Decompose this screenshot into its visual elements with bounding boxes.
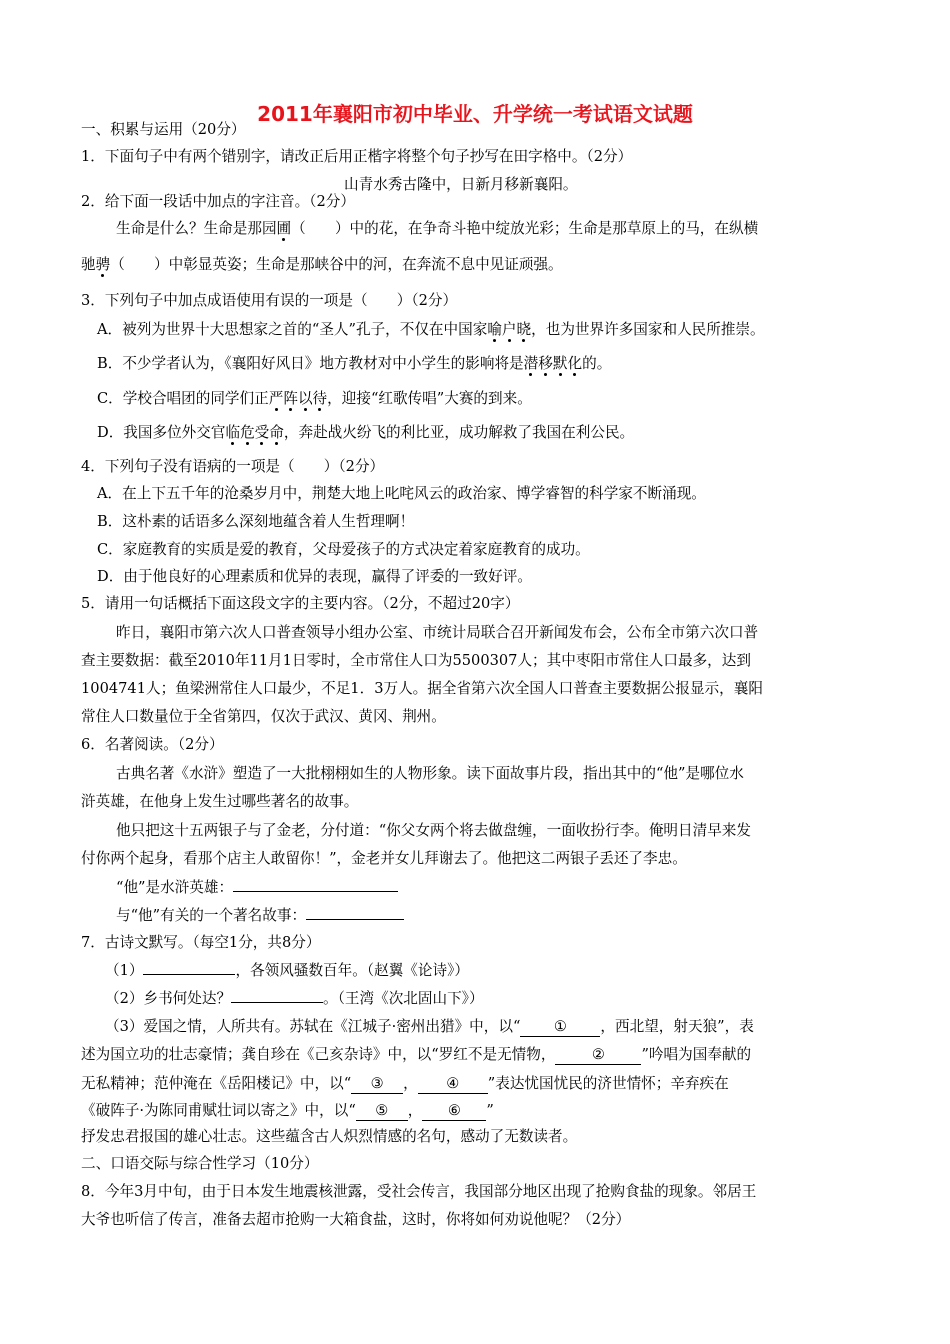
question-8: 8．今年3月中旬，由于日本发生地震核泄露，受社会传言，我国部分地区出现了抢购食盐的现象。邻居王 xyxy=(81,1183,757,1200)
q6-passage-line: 他只把这十五两银子与了金老，分付道：“你父女两个将去做盘缠，一面收扮行李。俺明日清早来发 xyxy=(116,822,751,839)
q7-item-3-line xyxy=(81,1100,494,1122)
dotted-char: 待 xyxy=(312,390,328,407)
text: 《破阵子·为陈同甫赋壮词以寄之》中，以“ xyxy=(81,1102,356,1119)
text: （ ）中的花，在争奇斗艳中绽放光彩；生命是那草原上的马，在纵横 xyxy=(291,220,759,237)
text: “他”是水浒英雄： xyxy=(116,879,234,896)
text: （2）乡书何处达？ xyxy=(105,990,232,1007)
q3-option-a xyxy=(97,319,765,341)
q7-item-2 xyxy=(105,988,484,1010)
q2-passage-line xyxy=(81,254,563,276)
text: ，也为世界许多国家和人民所推崇。 xyxy=(531,321,765,338)
question-4: 4．下列句子没有语病的一项是（ ）（2分） xyxy=(81,458,385,475)
poem-blank-marker[interactable]: ⑤ xyxy=(356,1102,408,1121)
q5-passage-line: 常住人口数量位于全省第四，仅次于武汉、黄冈、荆州。 xyxy=(81,708,446,725)
poem-blank-marker[interactable]: ④ xyxy=(418,1075,488,1094)
text: 生命是什么？生命是那园 xyxy=(116,220,277,237)
dotted-char: 移 xyxy=(538,355,553,372)
text: （3）爱国之情，人所共有。苏轼在《江城子·密州出猎》中，以“ xyxy=(105,1018,521,1035)
section-heading: 一、积累与运用（20分） xyxy=(81,121,246,138)
poem-blank-1[interactable] xyxy=(143,960,235,975)
q6-passage-line: 古典名著《水浒》塑造了一大批栩栩如生的人物形象。读下面故事片段，指出其中的“他”是哪位水 xyxy=(116,765,744,782)
text: 无私精神；范仲淹在《岳阳楼记》中，以“ xyxy=(81,1075,352,1092)
q2-passage-line xyxy=(116,218,758,240)
poem-blank-marker[interactable]: ③ xyxy=(351,1075,403,1094)
dotted-char: 圃 xyxy=(276,220,292,237)
page-title: 2011年襄阳市初中毕业、升学统一考试语文试题 xyxy=(257,102,693,126)
text: ”表达忧国忧民的济世情怀；辛弃疾在 xyxy=(487,1075,729,1092)
q3-option-d xyxy=(97,422,634,444)
dotted-char: 化 xyxy=(567,355,583,372)
text: 。（王湾《次北固山下》） xyxy=(323,990,484,1007)
text: 述为国立功的壮志豪情；龚自珍在《己亥杂诗》中，以“罗红不是无情物， xyxy=(81,1046,556,1063)
q6-passage-line: 付你两个起身，看那个店主人敢留你！”，金老并女儿拜谢去了。他把这二两银子丢还了李忠。 xyxy=(81,850,687,867)
text: 的。 xyxy=(582,355,612,372)
text: ” xyxy=(486,1102,494,1119)
q7-item-3-line xyxy=(81,1044,751,1066)
dotted-idiom xyxy=(524,355,582,372)
story-answer-blank[interactable] xyxy=(306,905,404,920)
dotted-char: 命 xyxy=(269,424,284,441)
hero-answer-blank[interactable] xyxy=(233,877,398,892)
q7-item-3-line: 抒发忠君报国的雄心壮志。这些蕴含古人炽烈情感的名句，感动了无数读者。 xyxy=(81,1128,578,1145)
dotted-char: 严 xyxy=(268,390,284,407)
q1-sentence: 山青水秀古隆中，日新月移新襄阳。 xyxy=(344,176,578,193)
text: ，迎接“红歌传唱”大赛的到来。 xyxy=(327,390,532,407)
dotted-char: 以 xyxy=(297,390,313,407)
dotted-char: 临 xyxy=(225,424,241,441)
dotted-char: 晓 xyxy=(516,321,532,338)
dotted-char: 喻 xyxy=(487,321,502,338)
question-2: 2．给下面一段话中加点的字注音。（2分） xyxy=(81,193,355,210)
text: C．学校合唱团的同学们 xyxy=(97,390,255,407)
q7-item-1 xyxy=(105,960,469,982)
q4-option-c: C．家庭教育的实质是爱的教育，父母爱孩子的方式决定着家庭教育的成功。 xyxy=(97,541,590,558)
dotted-char: 户 xyxy=(501,321,517,338)
question-7: 7．古诗文默写。（每空1分，共8分） xyxy=(81,934,321,951)
text: （1） xyxy=(105,962,144,979)
q4-option-a: A．在上下五千年的沧桑岁月中，荆楚大地上叱咤风云的政治家、博学睿智的科学家不断涌现。 xyxy=(97,485,706,502)
text: D．我国多位外交官 xyxy=(97,424,226,441)
text: 正 xyxy=(254,390,269,407)
poem-blank-2[interactable] xyxy=(231,988,323,1003)
q4-option-d: D．由于他良好的心理素质和优异的表现，赢得了评委的一致好评。 xyxy=(97,568,532,585)
q7-item-3-line xyxy=(105,1016,754,1038)
text: （ ）中彰显英姿；生命是那峡谷中的河，在奔流不息中见证顽强。 xyxy=(110,256,563,273)
q7-item-3-line xyxy=(81,1073,729,1095)
section-heading: 二、口语交际与综合性学习（10分） xyxy=(81,1155,319,1172)
dotted-char: 受 xyxy=(254,424,270,441)
q6-passage-line: 浒英雄，在他身上发生过哪些著名的故事。 xyxy=(81,793,359,810)
text: ， xyxy=(407,1102,423,1119)
text: ， xyxy=(403,1075,418,1092)
text: 驰 xyxy=(81,256,96,273)
question-3: 3．下列句子中加点成语使用有误的一项是（ ）（2分） xyxy=(81,292,458,309)
text: ，各领风骚数百年。（赵翼《论诗》） xyxy=(235,962,469,979)
text: B．不少学者认为，《襄阳好风日》地方教材对中小学生的影响将是 xyxy=(97,355,524,372)
q5-passage-line: 1004741人；鱼梁洲常住人口最少，不足1．3万人。据全省第六次全国人口普查主要数据公报显示，襄阳 xyxy=(81,680,763,697)
text: ，西北望，射天狼”，表 xyxy=(600,1018,754,1035)
dotted-char: 危 xyxy=(240,424,255,441)
dotted-char: 骋 xyxy=(95,256,111,273)
dotted-idiom xyxy=(487,321,531,338)
dotted-char: 阵 xyxy=(283,390,298,407)
question-1: 1．下面句子中有两个错别字，请改正后用正楷字将整个句子抄写在田字格中。（2分） xyxy=(81,148,633,165)
q5-passage-line: 查主要数据：截至2010年11月1日零时，全市常住人口为5500307人；其中枣阳市常住人口最多，达到 xyxy=(81,652,751,669)
poem-blank-marker[interactable]: ① xyxy=(520,1018,600,1037)
text: A．被列为世界十大思想家之首的“圣人”孔子，不仅在中国家 xyxy=(97,321,488,338)
q6-story-line xyxy=(116,905,404,927)
question-5: 5．请用一句话概括下面这段文字的主要内容。（2分，不超过20字） xyxy=(81,595,520,612)
q3-option-b xyxy=(97,353,611,375)
text: ，奔赴战火纷飞的利比亚，成功解救了我国在利公民。 xyxy=(283,424,635,441)
poem-blank-marker[interactable]: ② xyxy=(555,1046,641,1065)
q6-hero-line xyxy=(116,877,398,899)
q5-passage-line: 昨日，襄阳市第六次人口普查领导小组办公室、市统计局联合召开新闻发布会，公布全市第六次口普 xyxy=(116,624,759,641)
text: ”吟唱为国奉献的 xyxy=(641,1046,752,1063)
question-8-cont: 大爷也听信了传言，准备去超市抢购一大箱食盐，这时，你将如何劝说他呢？（2分） xyxy=(81,1211,631,1228)
question-6: 6．名著阅读。（2分） xyxy=(81,736,224,753)
poem-blank-marker[interactable]: ⑥ xyxy=(422,1102,486,1121)
dotted-char: 默 xyxy=(552,355,568,372)
dotted-idiom xyxy=(225,424,283,441)
q4-option-b: B．这朴素的话语多么深刻地蕴含着人生哲理啊！ xyxy=(97,513,415,530)
q3-option-c xyxy=(97,388,532,410)
dotted-idiom xyxy=(254,390,327,407)
dotted-char: 潜 xyxy=(523,355,539,372)
text: 与“他”有关的一个著名故事： xyxy=(116,907,307,924)
